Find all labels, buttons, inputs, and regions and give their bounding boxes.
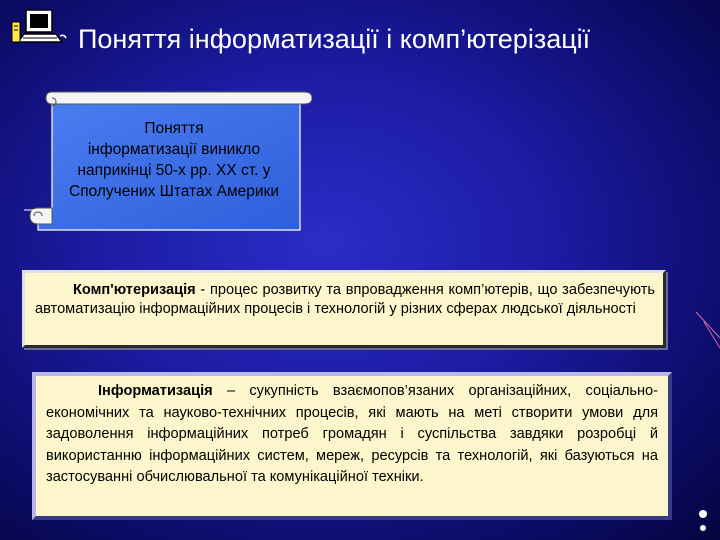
scroll-line1: Поняття <box>144 120 204 137</box>
scroll-term: інформатизації <box>87 141 197 158</box>
decorative-dots <box>692 506 714 536</box>
definition-box-informatization <box>32 372 672 520</box>
definition-term: Інформатизація <box>98 383 213 399</box>
decorative-lines <box>690 300 720 360</box>
definition-text: - процес розвитку та впровадження комп’ютерів, що забезпечують автоматизацію інформаційних процесів і технологій у різних сферах людської діяльності <box>35 282 655 317</box>
definition-term: Комп'ютеризація <box>73 282 196 298</box>
scroll-text <box>58 118 290 202</box>
definition-box-computerization <box>22 270 666 348</box>
scroll-rest: виникло наприкінці 50-х рр. ХХ ст. у Сполучених Штатах Америки <box>69 141 279 200</box>
computer-icon <box>10 8 68 48</box>
definition-text: – сукупність взаємопов’язаних організаційних, соціально-економічних та науково-технічних процесів, які мають на меті створити умови для задоволення інформаційних потреб громадян і суспільства завдяки розробці й використанню інформаційних систем, мереж, ресурсів та технологій, які базуються на застосуванні обчислювальної та комунікаційної техніки. <box>46 383 658 485</box>
page-title: Поняття інформатизації і комп’ютерізації <box>78 24 591 54</box>
